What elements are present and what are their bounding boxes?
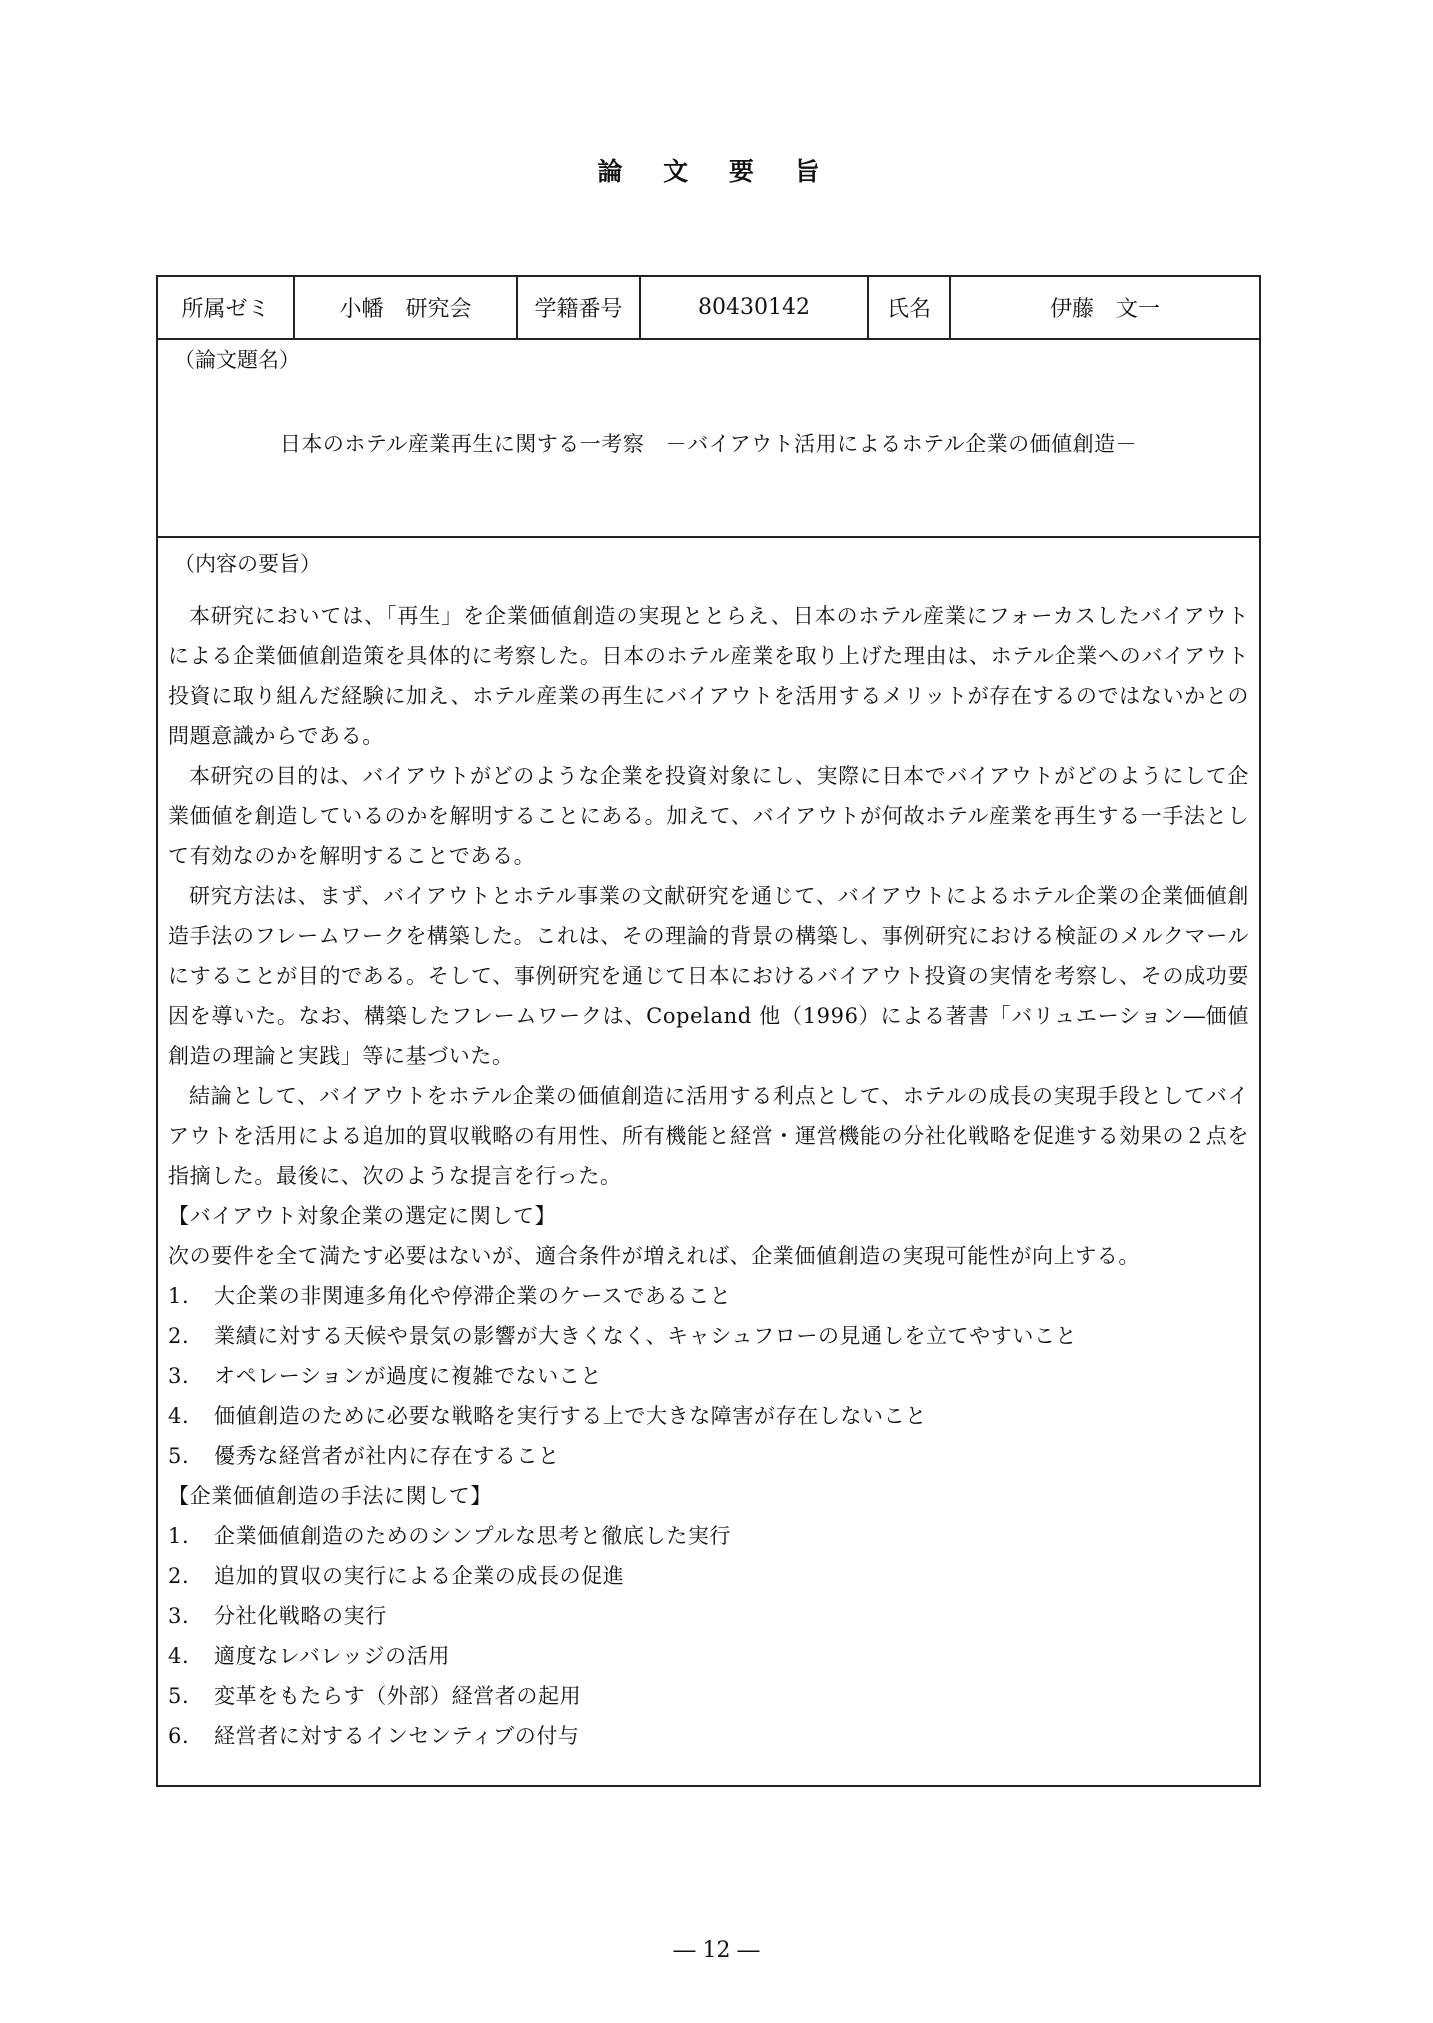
page-title: 論 文 要 旨 (597, 157, 836, 186)
content-section (158, 538, 1259, 1756)
seminar-label: 所属ゼミ (158, 277, 295, 338)
list-item: 3. 分社化戦略の実行 (168, 1604, 387, 1628)
paragraph: 結論として、バイアウトをホテル企業の価値創造に活用する利点として、ホテルの成長の実現手段としてバイアウトを活用による追加的買収戦略の有用性、所有機能と経営・運営機能の分社化戦略を促進する効果の２点を指摘した。最後に、次のような提言を行った。 (168, 1084, 1249, 1188)
list-item: 5. 優秀な経営者が社内に存在すること (168, 1444, 560, 1468)
student-id-value: 80430142 (641, 277, 869, 338)
list-item: 1. 企業価値創造のためのシンプルな思考と徹底した実行 (168, 1524, 732, 1548)
page-number: ― 12 ― (673, 1938, 760, 1963)
paragraph: 本研究においては、「再生」を企業価値創造の実現ととらえ、日本のホテル産業にフォーカスしたバイアウトによる企業価値創造策を具体的に考察した。日本のホテル産業を取り上げた理由は、ホテル企業へのバイアウト投資に取り組んだ経験に加え、ホテル産業の再生にバイアウトを活用するメリットが存在するのではないかとの問題意識からである。 (168, 604, 1249, 748)
list-item: 1. 大企業の非関連多角化や停滞企業のケースであること (168, 1284, 732, 1308)
name-value: 伊藤 文一 (1049, 297, 1160, 322)
heading-selection: 【バイアウト対象企業の選定に関して】 (168, 1204, 557, 1228)
list-item: 6. 経営者に対するインセンティブの付与 (168, 1724, 580, 1748)
content-section-label: （内容の要旨） (174, 552, 321, 576)
list-item: 2. 追加的買収の実行による企業の成長の促進 (168, 1564, 625, 1588)
header-row (158, 277, 1259, 340)
heading-method: 【企業価値創造の手法に関して】 (168, 1484, 492, 1508)
title-section-label: （論文題名） (174, 348, 300, 372)
list-item: 2. 業績に対する天候や景気の影響が大きくなく、キャシュフローの見通しを立てやすいこと (168, 1324, 1078, 1348)
summary-form (156, 275, 1261, 1787)
title-section (158, 340, 1259, 538)
thesis-title: 日本のホテル産業再生に関する一考察 －バイアウト活用によるホテル企業の価値創造－ (279, 432, 1138, 456)
selection-intro: 次の要件を全て満たす必要はないが、適合条件が増えれば、企業価値創造の実現可能性が向上する。 (168, 1244, 1140, 1268)
name-label: 氏名 (869, 277, 951, 338)
list-item: 3. オペレーションが過度に複雑でないこと (168, 1364, 602, 1388)
student-id-label: 学籍番号 (518, 277, 641, 338)
method-list (168, 1516, 1249, 1756)
list-item: 4. 適度なレバレッジの活用 (168, 1644, 450, 1668)
paragraph: 研究方法は、まず、バイアウトとホテル事業の文献研究を通じて、バイアウトによるホテル企業の企業価値創造手法のフレームワークを構築した。これは、その理論的背景の構築し、事例研究における検証のメルクマールにすることが目的である。そして、事例研究を通じて日本におけるバイアウト投資の実情を考察し、その成功要因を導いた。なお、構築したフレームワークは、Copeland 他（1996）による著書「バリュエーション―価値創造の理論と実践」等に基づいた。 (168, 884, 1249, 1068)
selection-list (168, 1276, 1249, 1476)
paragraph: 本研究の目的は、バイアウトがどのような企業を投資対象にし、実際に日本でバイアウトがどのようにして企業価値を創造しているのかを解明することにある。加えて、バイアウトが何故ホテル産業を再生する一手法として有効なのかを解明することである。 (168, 764, 1249, 868)
list-item: 5. 変革をもたらす（外部）経営者の起用 (168, 1684, 582, 1708)
list-item: 4. 価値創造のために必要な戦略を実行する上で大きな障害が存在しないこと (168, 1404, 927, 1428)
seminar-value: 小幡 研究会 (295, 277, 518, 338)
